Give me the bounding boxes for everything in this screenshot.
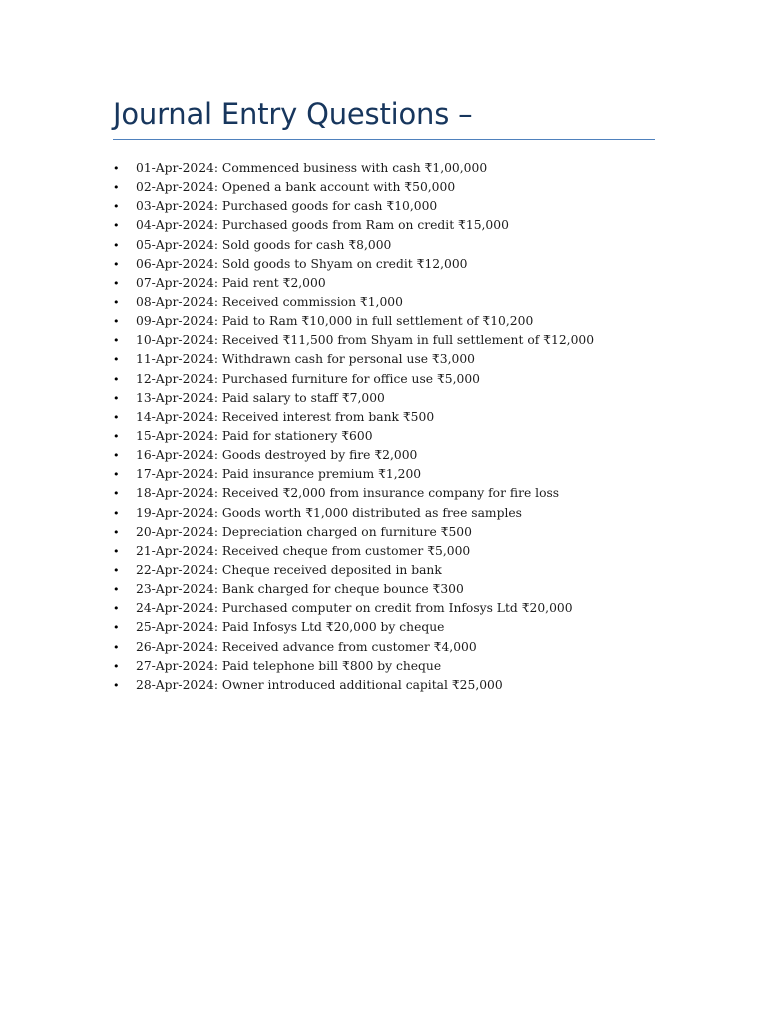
list-item [113,255,673,274]
entry-text: 05-Apr-2024: Sold goods for cash ₹8,000 [136,237,392,252]
bullet-icon: • [113,487,120,501]
entry-text: 02-Apr-2024: Opened a bank account with ₹50,000 [136,180,456,195]
list-item [113,580,673,599]
list-item [113,465,673,484]
bullet-icon: • [113,621,120,635]
entry-text: 23-Apr-2024: Bank charged for cheque bounce ₹300 [136,582,464,597]
journal-entry-list [113,159,673,695]
bullet-icon: • [113,640,120,654]
list-item [113,561,673,580]
bullet-icon: • [113,219,120,233]
bullet-icon: • [113,468,120,482]
title-underline [113,139,655,140]
list-item [113,618,673,637]
page-title: Journal Entry Questions – [113,97,473,131]
list-item [113,370,673,389]
bullet-icon: • [113,238,120,252]
entry-text: 19-Apr-2024: Goods worth ₹1,000 distributed as free samples [136,505,522,520]
list-item [113,236,673,255]
bullet-icon: • [113,181,120,195]
entry-text: 20-Apr-2024: Depreciation charged on furniture ₹500 [136,524,472,539]
entry-text: 22-Apr-2024: Cheque received deposited in bank [136,562,442,577]
bullet-icon: • [113,678,120,692]
bullet-icon: • [113,563,120,577]
entry-text: 26-Apr-2024: Received advance from customer ₹4,000 [136,639,477,654]
entry-text: 18-Apr-2024: Received ₹2,000 from insurance company for fire loss [136,486,560,501]
bullet-icon: • [113,659,120,673]
entry-text: 13-Apr-2024: Paid salary to staff ₹7,000 [136,390,385,405]
bullet-icon: • [113,334,120,348]
list-item [113,446,673,465]
bullet-icon: • [113,353,120,367]
list-item [113,504,673,523]
bullet-icon: • [113,372,120,386]
entry-text: 17-Apr-2024: Paid insurance premium ₹1,200 [136,467,422,482]
list-item [113,178,673,197]
entry-text: 03-Apr-2024: Purchased goods for cash ₹10,000 [136,199,438,214]
entry-text: 21-Apr-2024: Received cheque from customer ₹5,000 [136,543,471,558]
bullet-icon: • [113,602,120,616]
list-item [113,484,673,503]
bullet-icon: • [113,429,120,443]
list-item [113,408,673,427]
entry-text: 28-Apr-2024: Owner introduced additional capital ₹25,000 [136,677,503,692]
list-item [113,657,673,676]
list-item [113,274,673,293]
bullet-icon: • [113,315,120,329]
bullet-icon: • [113,276,120,290]
list-item [113,676,673,695]
list-item [113,331,673,350]
entry-text: 10-Apr-2024: Received ₹11,500 from Shyam in full settlement of ₹12,000 [136,333,595,348]
bullet-icon: • [113,257,120,271]
bullet-icon: • [113,391,120,405]
entry-text: 01-Apr-2024: Commenced business with cash ₹1,00,000 [136,161,488,175]
bullet-icon: • [113,410,120,424]
entry-text: 15-Apr-2024: Paid for stationery ₹600 [136,428,373,443]
list-item [113,599,673,618]
list-item [113,523,673,542]
list-item [113,350,673,369]
list-item [113,197,673,216]
entry-text: 27-Apr-2024: Paid telephone bill ₹800 by cheque [136,658,442,673]
list-item [113,389,673,408]
bullet-icon: • [113,506,120,520]
list-item [113,427,673,446]
entry-text: 07-Apr-2024: Paid rent ₹2,000 [136,275,326,290]
list-item [113,312,673,331]
entry-text: 25-Apr-2024: Paid Infosys Ltd ₹20,000 by cheque [136,620,445,635]
entry-text: 06-Apr-2024: Sold goods to Shyam on credit ₹12,000 [136,256,468,271]
entry-text: 08-Apr-2024: Received commission ₹1,000 [136,294,403,309]
entry-text: 16-Apr-2024: Goods destroyed by fire ₹2,000 [136,448,418,463]
list-item [113,293,673,312]
list-item [113,542,673,561]
entry-text: 24-Apr-2024: Purchased computer on credit from Infosys Ltd ₹20,000 [136,601,573,616]
entry-text: 11-Apr-2024: Withdrawn cash for personal use ₹3,000 [136,352,475,367]
bullet-icon: • [113,544,120,558]
list-item [113,638,673,657]
bullet-icon: • [113,200,120,214]
list-item [113,216,673,235]
bullet-icon: • [113,162,120,175]
entry-text: 04-Apr-2024: Purchased goods from Ram on credit ₹15,000 [136,218,509,233]
entry-text: 14-Apr-2024: Received interest from bank ₹500 [136,409,435,424]
bullet-icon: • [113,449,120,463]
entry-text: 09-Apr-2024: Paid to Ram ₹10,000 in full settlement of ₹10,200 [136,314,534,329]
entry-text: 12-Apr-2024: Purchased furniture for office use ₹5,000 [136,371,480,386]
list-item [113,159,673,178]
bullet-icon: • [113,295,120,309]
bullet-icon: • [113,525,120,539]
bullet-icon: • [113,583,120,597]
